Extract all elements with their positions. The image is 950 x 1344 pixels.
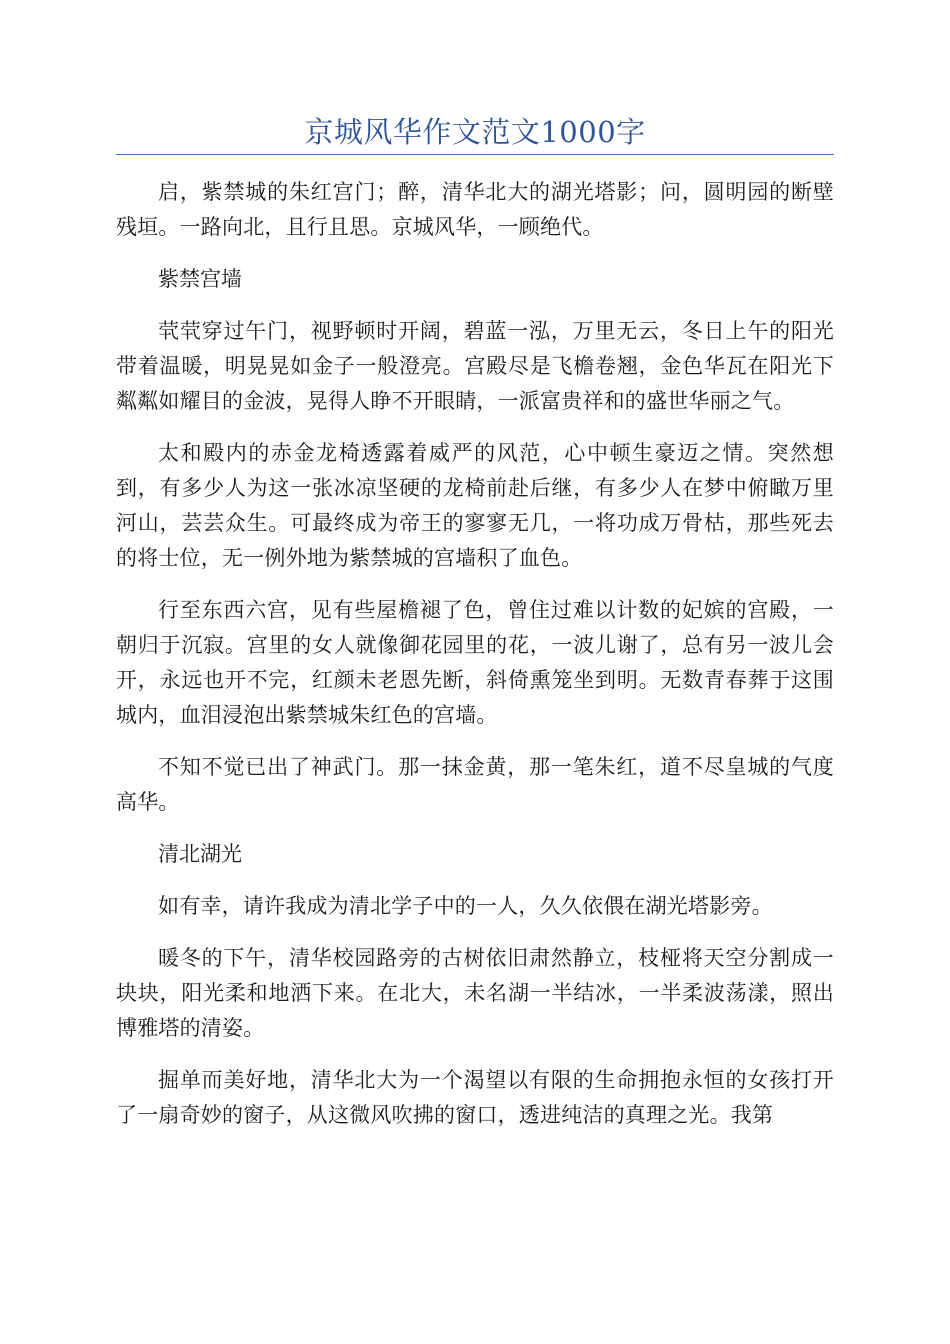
- paragraph: 太和殿内的赤金龙椅透露着威严的风范，心中顿生豪迈之情。突然想到，有多少人为这一张冰凉坚硬的龙椅前赴后继，有多少人在梦中俯瞰万里河山，芸芸众生。可最终成为帝王的寥寥无几，一将功成万骨枯，那些死去的将士位，无一例外地为紫禁城的宫墙积了血色。: [116, 441, 834, 570]
- paragraph: 行至东西六宫，见有些屋檐褪了色，曾住过难以计数的妃嫔的宫殿，一朝归于沉寂。宫里的女人就像御花园里的花，一波儿谢了，总有另一波儿会开，永远也开不完，红颜未老恩先断，斜倚熏笼坐到明。无数青春葬于这围城内，血泪浸泡出紫禁城朱红色的宫墙。: [116, 598, 834, 727]
- paragraph: 茕茕穿过午门，视野顿时开阔，碧蓝一泓，万里无云，冬日上午的阳光带着温暖，明晃晃如金子一般澄亮。宫殿尽是飞檐卷翘，金色华瓦在阳光下粼粼如耀目的金波，晃得人睁不开眼睛，一派富贵祥和的盛世华丽之气。: [116, 319, 834, 413]
- document-body: [116, 175, 834, 1150]
- document-title: 京城风华作文范文1000字: [304, 115, 646, 149]
- paragraph: 掘单而美好地，清华北大为一个渴望以有限的生命拥抱永恒的女孩打开了一扇奇妙的窗子，从这微风吹拂的窗口，透进纯洁的真理之光。我第: [116, 1068, 834, 1127]
- paragraph: 启，紫禁城的朱红宫门；醉，清华北大的湖光塔影；问，圆明园的断壁残垣。一路向北，且行且思。京城风华，一顾绝代。: [116, 180, 834, 239]
- title-underline: [116, 154, 834, 155]
- paragraph: 不知不觉已出了神武门。那一抹金黄，那一笔朱红，道不尽皇城的气度高华。: [116, 755, 834, 814]
- paragraph: 如有幸，请许我成为清北学子中的一人，久久依偎在湖光塔影旁。: [158, 894, 773, 918]
- section-heading: 清北湖光: [158, 842, 242, 866]
- paragraph: 暖冬的下午，清华校园路旁的古树依旧肃然静立，枝桠将天空分割成一块块，阳光柔和地洒下来。在北大，未名湖一半结冰，一半柔波荡漾，照出博雅塔的清姿。: [116, 946, 834, 1040]
- section-heading: 紫禁宫墙: [158, 267, 242, 291]
